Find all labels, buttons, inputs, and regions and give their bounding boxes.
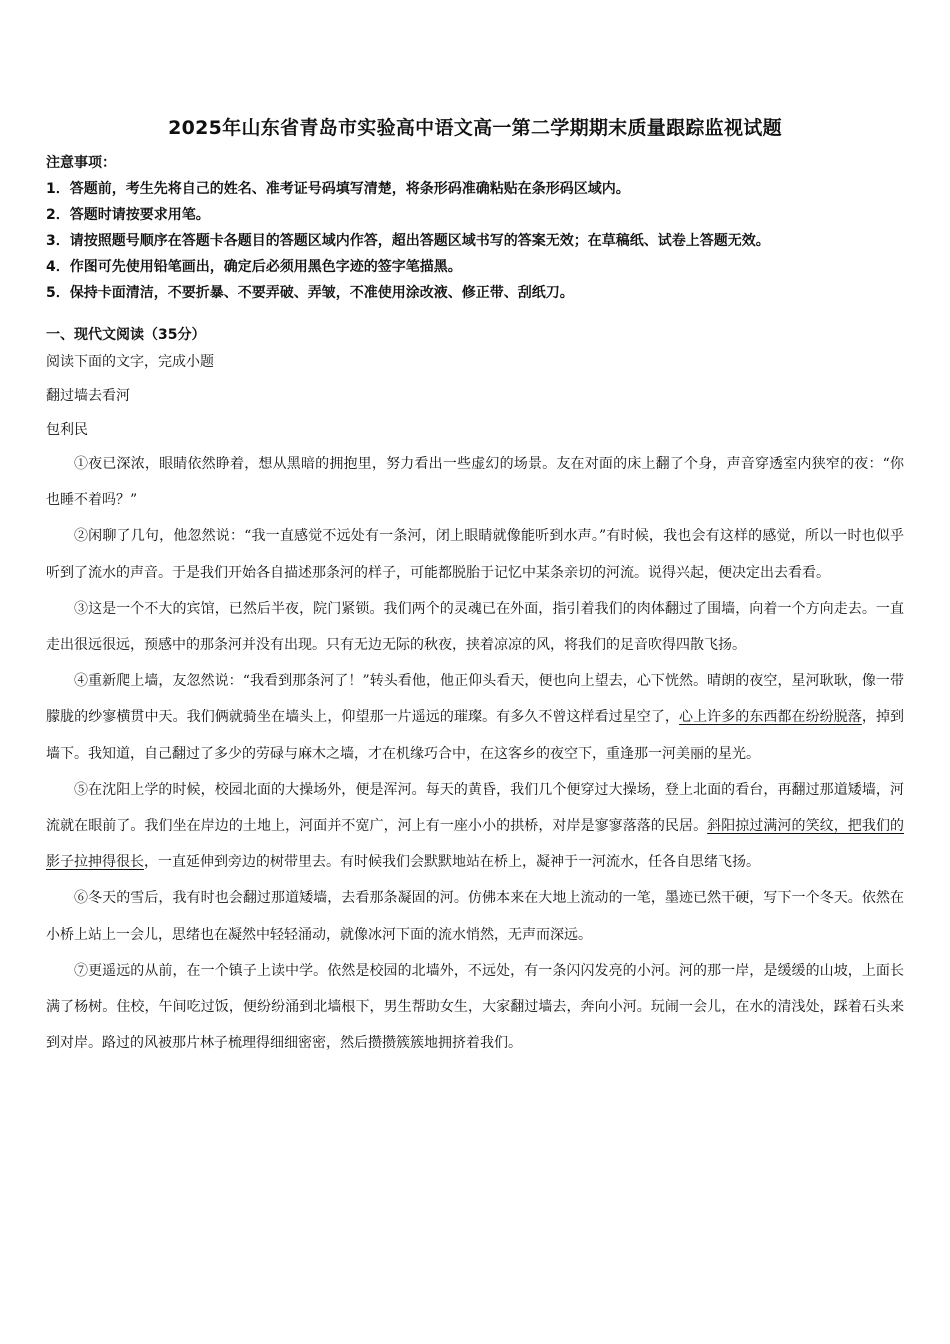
notice-item: 4．作图可先使用铅笔画出，确定后必须用黑色字迹的签字笔描黑。 (46, 259, 462, 275)
notice-block (46, 150, 916, 306)
notice-item: 2．答题时请按要求用笔。 (46, 207, 210, 223)
article-body (46, 446, 904, 1061)
article-title: 翻过墙去看河 (46, 388, 130, 404)
underlined-sentence: 心上许多的东西都在纷纷脱落 (679, 709, 862, 726)
notice-item: 3．请按照题号顺序在答题卡各题目的答题区域内作答，超出答题区域书写的答案无效；在草稿纸、试卷上答题无效。 (46, 233, 770, 249)
paragraph-2: ②闲聊了几句，他忽然说：“我一直感觉不远处有一条河，闭上眼睛就像能听到水声。”有时候，我也会有这样的感觉，所以一时也似乎听到了流水的声音。于是我们开始各自描述那条河的样子，可能都脱胎于记忆中某条亲切的河流。说得兴起，便决定出去看看。 (46, 528, 904, 581)
paragraph-7: ⑦更遥远的从前，在一个镇子上读中学。依然是校园的北墙外，不远处，有一条闪闪发亮的小河。河的那一岸，是缓缓的山坡，上面长满了杨树。住校，午间吃过饭，便纷纷涌到北墙根下，男生帮助女生，大家翻过墙去，奔向小河。玩闹一会儿，在水的清浅处，踩着石头来到对岸。路过的风被那片林子梳理得细细密密，然后攒攒簇簇地拥挤着我们。 (46, 962, 904, 1052)
paragraph-5 (46, 772, 904, 881)
section-heading: 一、现代文阅读（35分） (46, 327, 206, 343)
article-author: 包利民 (46, 422, 88, 438)
exam-title: 2025年山东省青岛市实验高中语文高一第二学期期末质量跟踪监视试题 (168, 117, 782, 139)
reading-instruction: 阅读下面的文字，完成小题 (46, 354, 214, 370)
paragraph-5-text: ⑤在沈阳上学的时候，校园北面的大操场外，便是浑河。每天的黄昏，我们几个便穿过大操场，登上北面的看台，再翻过那道矮墙，河流就在眼前了。我们坐在岸边的土地上，河面并不宽广，河上有一座小小的拱桥，对岸是寥寥落落的民居。 (46, 781, 904, 835)
paragraph-4-text: ④重新爬上墙，友忽然说：“我看到那条河了！”转头看他，他正仰头看天，便也向上望去，心下恍然。晴朗的夜空，星河耿耿，像一带朦胧的纱寥横贯中天。我们俩就骑坐在墙头上，仰望那一片遥远的璀璨。有多久不曾这样看过星空了， (46, 673, 904, 726)
paragraph-3: ③这是一个不大的宾馆，已然后半夜，院门紧锁。我们两个的灵魂已在外面，指引着我们的肉体翻过了围墙，向着一个方向走去。一直走出很远很远，预感中的那条河并没有出现。只有无边无际的秋夜，挟着凉凉的风，将我们的足音吹得四散飞扬。 (46, 600, 904, 654)
notice-heading: 注意事项： (46, 155, 116, 171)
paragraph-4 (46, 663, 904, 772)
paragraph-5-text: ，一直延伸到旁边的树带里去。有时候我们会默默地站在桥上，凝神于一河流水，任各自思绪飞扬。 (144, 854, 760, 871)
underlined-sentence: 斜阳掠过满河的笑纹，把我们的影子拉抻得很长 (46, 818, 905, 871)
notice-item: 1．答题前，考生先将自己的姓名、准考证号码填写清楚，将条形码准确粘贴在条形码区域内。 (46, 181, 630, 197)
paragraph-6: ⑥冬天的雪后，我有时也会翻过那道矮墙，去看那条凝固的河。仿佛本来在大地上流动的一笔，墨迹已然干硬，写下一个冬天。依然在小桥上站上一会儿，思绪也在凝然中轻轻涌动，就像冰河下面的流水悄然，无声而深远。 (46, 890, 904, 943)
paragraph-4-text: ，掉到墙下。我知道，自己翻过了多少的劳碌与麻木之墙，才在机缘巧合中，在这客乡的夜空下，重逢那一河美丽的星光。 (46, 709, 905, 762)
notice-item: 5．保持卡面清洁，不要折暴、不要弄破、弄皱，不准使用涂改液、修正带、刮纸刀。 (46, 285, 574, 301)
paragraph-1: ①夜已深浓，眼睛依然睁着，想从黑暗的拥抱里，努力看出一些虚幻的场景。友在对面的床上翻了个身，声音穿透室内狭窄的夜：“你也睡不着吗？” (46, 456, 904, 509)
